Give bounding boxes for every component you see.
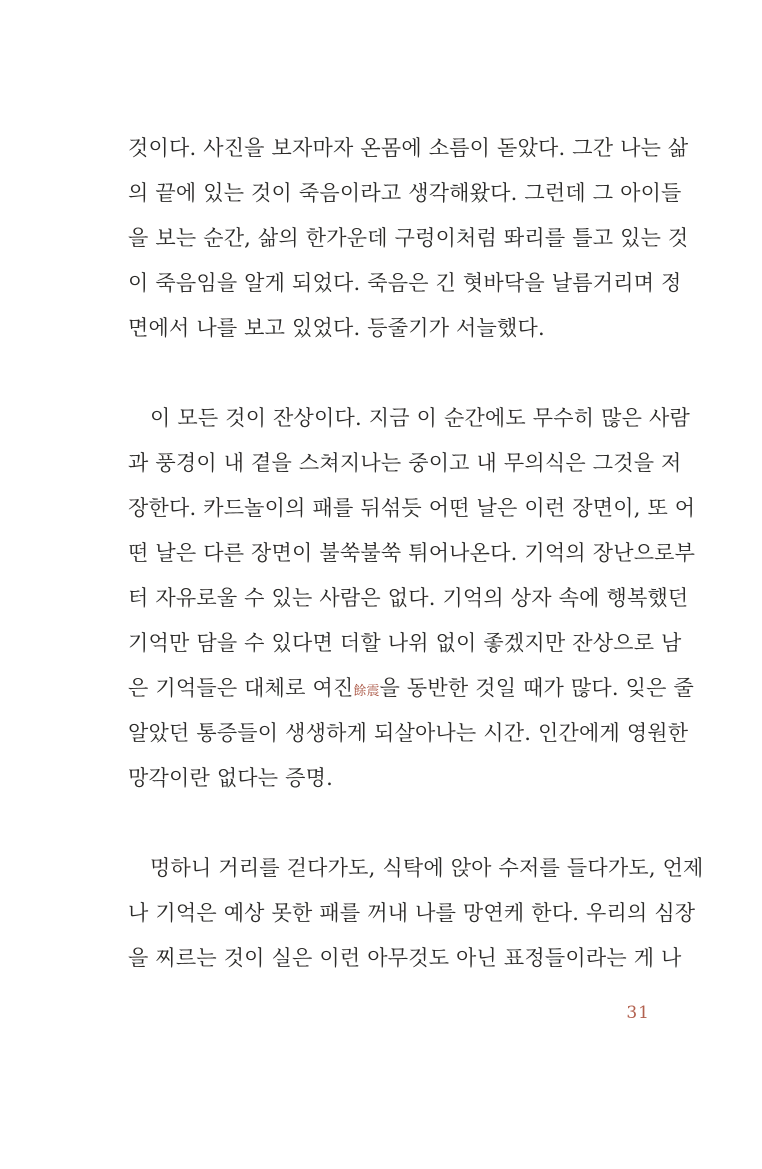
text-line: 장한다. 카드놀이의 패를 뒤섞듯 어떤 날은 이런 장면이, 또 어 xyxy=(128,496,696,520)
text-line-with-hanja xyxy=(128,666,694,711)
text-line: 멍하니 거리를 걷다가도, 식탁에 앉아 수저를 들다가도, 언제 xyxy=(150,856,704,880)
text-segment: 은 기억들은 대체로 여진 xyxy=(128,676,354,700)
text-line: 망각이란 없다는 증명. xyxy=(128,766,333,790)
paragraph-2 xyxy=(128,396,696,801)
text-line: 것이다. 사진을 보자마자 온몸에 소름이 돋았다. 그간 나는 삶 xyxy=(128,136,689,160)
text-segment: 을 동반한 것일 때가 많다. 잊은 줄 xyxy=(379,676,694,700)
text-line: 이 죽음임을 알게 되었다. 죽음은 긴 혓바닥을 날름거리며 정 xyxy=(128,271,682,295)
page-number: 31 xyxy=(626,1003,650,1023)
text-line: 기억만 담을 수 있다면 더할 나위 없이 좋겠지만 잔상으로 남 xyxy=(128,631,682,655)
text-line: 을 찌르는 것이 실은 이런 아무것도 아닌 표정들이라는 게 나 xyxy=(128,946,682,970)
text-line: 을 보는 순간, 삶의 한가운데 구렁이처럼 똬리를 틀고 있는 것 xyxy=(128,226,689,250)
text-line: 터 자유로울 수 있는 사람은 없다. 기억의 상자 속에 행복했던 xyxy=(128,586,689,610)
text-line: 이 모든 것이 잔상이다. 지금 이 순간에도 무수히 많은 사람 xyxy=(150,406,690,430)
text-line: 과 풍경이 내 곁을 스쳐지나는 중이고 내 무의식은 그것을 저 xyxy=(128,451,682,475)
text-line: 면에서 나를 보고 있었다. 등줄기가 서늘했다. xyxy=(128,316,545,340)
text-line: 알았던 통증들이 생생하게 되살아나는 시간. 인간에게 영원한 xyxy=(128,721,689,745)
text-line: 의 끝에 있는 것이 죽음이라고 생각해왔다. 그런데 그 아이들 xyxy=(128,181,682,205)
paragraph-3 xyxy=(128,846,704,981)
paragraph-1 xyxy=(128,126,689,351)
text-line: 떤 날은 다른 장면이 불쑥불쑥 튀어나온다. 기억의 장난으로부 xyxy=(128,541,696,565)
text-line: 나 기억은 예상 못한 패를 꺼내 나를 망연케 한다. 우리의 심장 xyxy=(128,901,696,925)
body-text xyxy=(128,126,704,981)
hanja-annotation: 餘震 xyxy=(353,684,380,699)
